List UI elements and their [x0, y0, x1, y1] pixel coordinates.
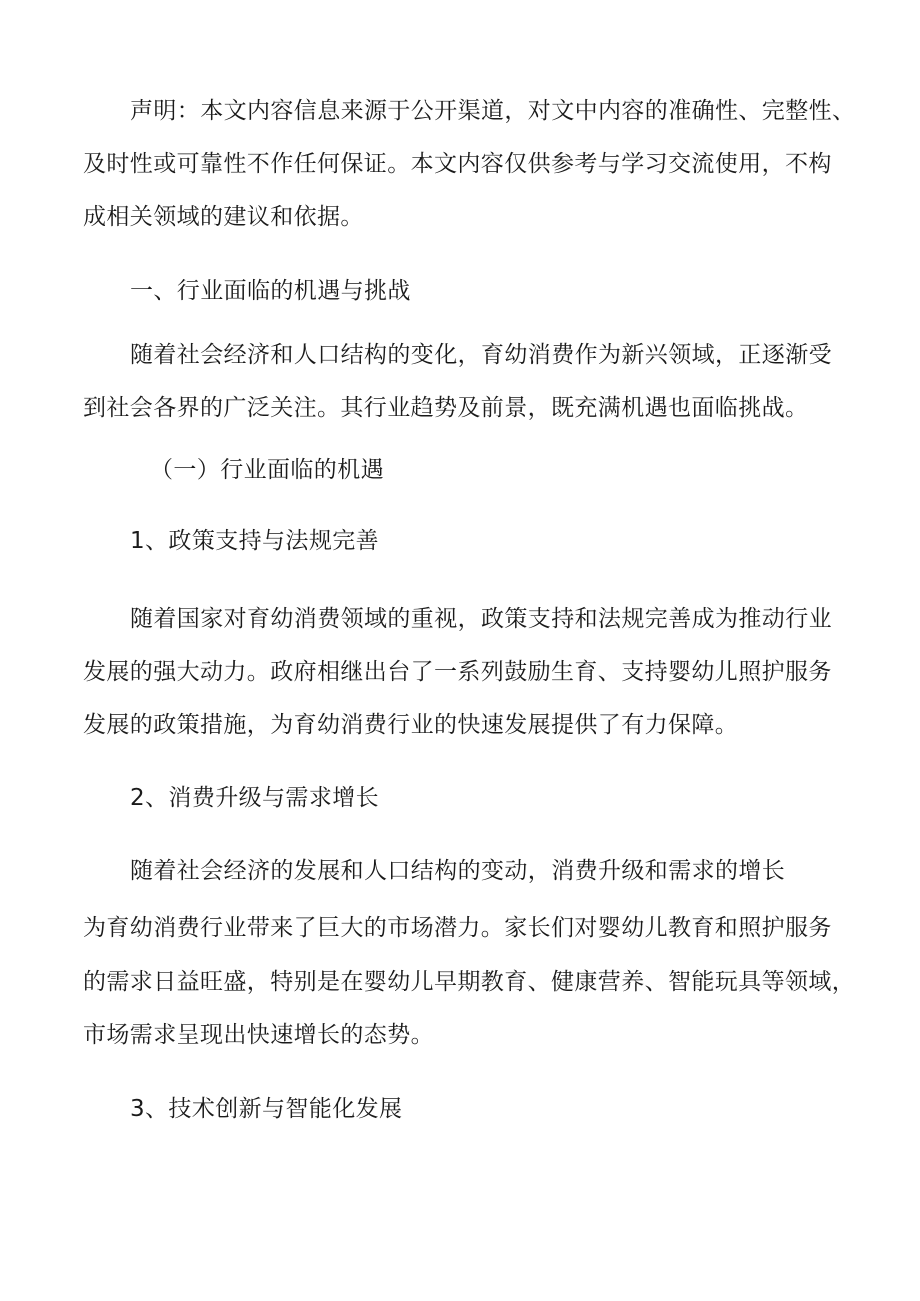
item-2-paragraph-line-4: 市场需求呈现出快速增长的态势。: [83, 1022, 434, 1048]
section-intro-line-2: 到社会各界的广泛关注。其行业趋势及前景，既充满机遇也面临挑战。: [83, 395, 809, 421]
section-intro-line-1: 随着社会经济和人口结构的变化，育幼消费作为新兴领域，正逐渐受: [130, 342, 832, 368]
section-heading: 一、行业面临的机遇与挑战: [130, 278, 411, 304]
item-1-heading: 1、政策支持与法规完善: [130, 528, 380, 554]
item-1-paragraph-line-3: 发展的政策措施，为育幼消费行业的快速发展提供了有力保障。: [83, 712, 739, 738]
disclaimer-line-3: 成相关领域的建议和依据。: [83, 204, 364, 230]
item-2-paragraph-line-1: 随着社会经济的发展和人口结构的变动，消费升级和需求的增长: [130, 858, 786, 884]
item-1-paragraph-line-2: 发展的强大动力。政府相继出台了一系列鼓励生育、支持婴幼儿照护服务: [83, 659, 832, 685]
subsection-heading: （一）行业面临的机遇: [150, 457, 384, 483]
disclaimer-line-2: 及时性或可靠性不作任何保证。本文内容仅供参考与学习交流使用，不构: [83, 151, 832, 177]
item-3-heading: 3、技术创新与智能化发展: [130, 1096, 403, 1122]
item-2-paragraph-line-2: 为育幼消费行业带来了巨大的市场潜力。家长们对婴幼儿教育和照护服务: [83, 915, 832, 941]
item-2-paragraph-line-3: 的需求日益旺盛，特别是在婴幼儿早期教育、健康营养、智能玩具等领域，: [83, 969, 856, 995]
disclaimer-line-1: 声明：本文内容信息来源于公开渠道，对文中内容的准确性、完整性、: [130, 98, 856, 124]
item-2-heading: 2、消费升级与需求增长: [130, 785, 380, 811]
item-1-paragraph-line-1: 随着国家对育幼消费领域的重视，政策支持和法规完善成为推动行业: [130, 606, 832, 632]
